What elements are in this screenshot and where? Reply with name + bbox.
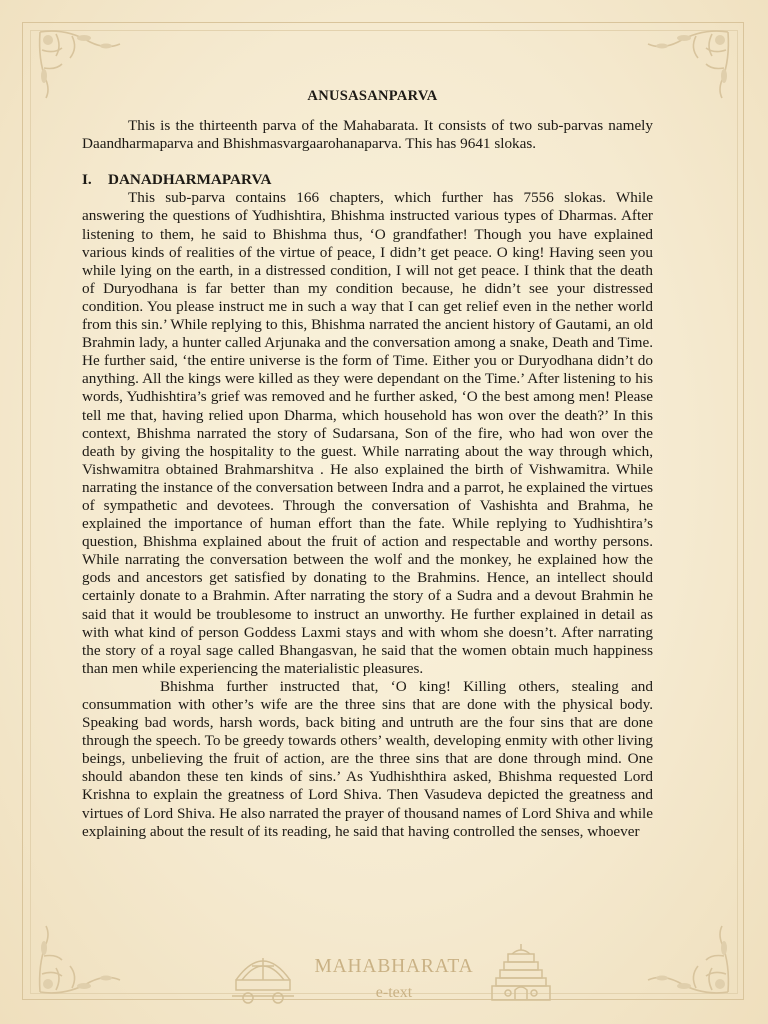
- floral-corner-ornament-bottom-left: [26, 924, 126, 1004]
- floral-corner-ornament-bottom-right: [642, 924, 742, 1004]
- body-paragraph-2: Bhishma further instructed that, ‘O king! Killing others, stealing and consummation with other’s wife are the three sins that are done with the physical body. Speaking bad words, harsh words, back biting and untruth are the four sins that are done through the speech. To be greedy towards others’ wealth, developing enmity with other living beings, unbelieving the fruit of action, are the three sins that are done through mind. One should abandon these ten kinds of sins.’ As Yudhishthira asked, Bhishma requested Lord Krishna to explain the greatness of Lord Shiva. Then Vasudeva depicted the greatness and virtues of Lord Shiva. He also narrated the prayer of thousand names of Lord Shiva and while explaining about the result of its reading, he said that having controlled the senses, whoever: [82, 677, 653, 840]
- brand-subtitle: e-text: [375, 984, 413, 1001]
- section-heading-text: DANADHARMAPARVA: [108, 171, 272, 189]
- temple-gopuram-icon: [484, 940, 558, 1010]
- intro-paragraph: This is the thirteenth parva of the Mahabarata. It consists of two sub-parvas namely Daandharmaparva and Bhishmasvargaarohanaparva. This has 9641 slokas.: [82, 117, 653, 153]
- document-title: ANUSASANPARVA: [307, 88, 438, 104]
- section-heading: [82, 171, 653, 189]
- section-number: I.: [82, 171, 92, 189]
- paragraph-spacer: [82, 153, 653, 171]
- floral-corner-ornament-top-right: [642, 20, 742, 100]
- mahabharata-etext-logo: [228, 940, 558, 1012]
- chariot-emblem-icon: [228, 940, 298, 1006]
- document-body: [82, 87, 653, 841]
- brand-name: MAHABHARATA: [314, 956, 474, 977]
- body-paragraph-1: This sub-parva contains 166 chapters, which further has 7556 slokas. While answering the questions of Yudhishtira, Bhishma instructed various types of Dharmas. After listening to them, he said to Bhishma thus, ‘O grandfather! Though you have explained various kinds of realities of the virtue of peace, I didn’t get peace. O king! Having seen you while lying on the earth, in a distressed condition, I will not get peace. I think that the death of Duryodhana is far better than my condition because, he didn’t see your distressed condition. You please instruct me in such a way that I can get relief even in the nether world from this sin.’ While replying to this, Bhishma narrated the ancient history of Gautami, an old Brahmin lady, a hunter called Arjunaka and the conversation among a snake, Death and Time. He further said, ‘the entire universe is the form of Time. Either you or Duryodhana didn’t do anything. All the kings were killed as they were dependant on the Time.’ After listening to his words, Yudhishtira’s grief was removed and he further asked, ‘O the best among men! Please tell me that, having relied upon Dharma, which household has won over the death?’ In this context, Bhishma narrated the story of Sudarsana, Son of the fire, who had won over the death by giving the hospitality to the guest. While narrating about the way through which, Vishwamitra obtained Brahmarshitva . He also explained the birth of Vishwamitra. While narrating the instance of the conversation between Indra and a parrot, he explained the virtues of sympathetic and devotees. Through the conversation of Vashishta and Brahma, he explained the importance of human effort than the fate. While replying to Yudhishtira’s question, Bhishma explained about the fruit of action and respectable and worthy persons. While narrating the conversation between the wolf and the monkey, he explained how the gods and ancestors get satisfied by donating to the Brahmins. Hence, an intellect should certainly donate to a Brahmin. After narrating the story of a Sudra and a devout Brahmin he said that it would be troublesome to instruct an unworthy. He further explained in detail as with what kind of person Goddess Laxmi stays and with whom she doesn’t. After narrating the story of a royal sage called Bhangasvan, he said that the women obtain much happiness than men while experiencing the materialistic pleasures.: [82, 189, 653, 677]
